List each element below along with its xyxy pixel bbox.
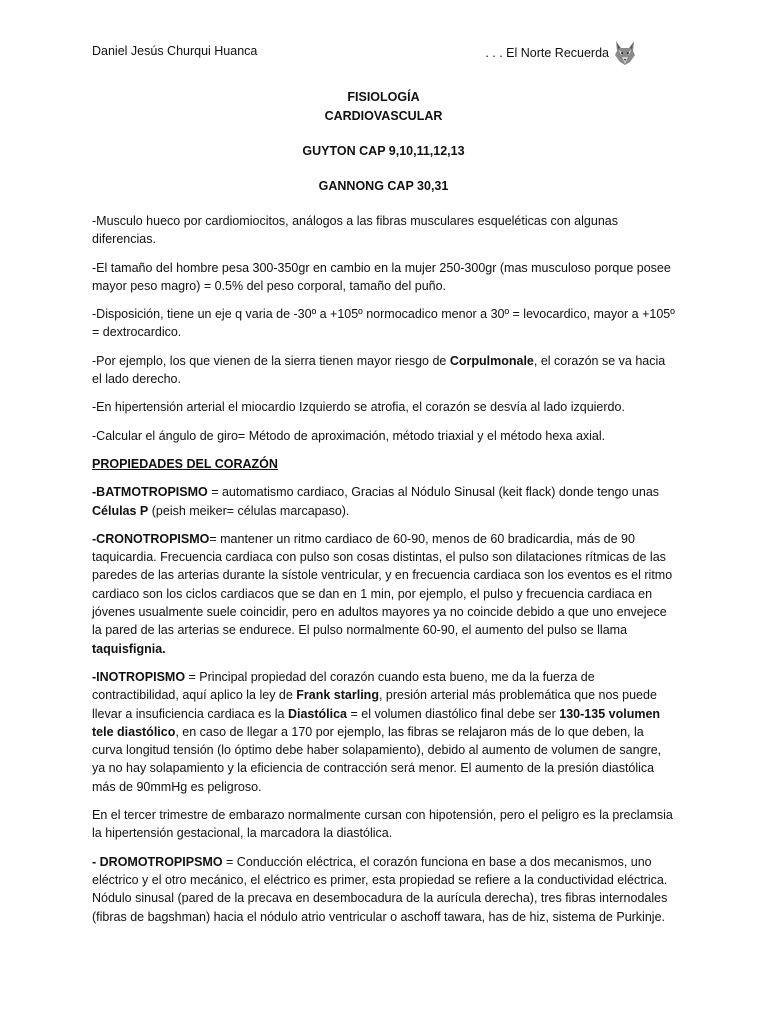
title-line-3: GUYTON CAP 9,10,11,12,13 — [302, 144, 465, 158]
motto-text: . . . El Norte Recuerda — [485, 46, 609, 60]
header-motto — [485, 40, 637, 66]
paragraph-hypertension: -En hipertensión arterial el miocardio Izquierdo se atrofia, el corazón se desvía al lado izquierdo. — [92, 400, 625, 415]
paragraph-inotropismo: -INOTROPISMO = Principal propiedad del corazón cuando esta bueno, me da la fuerza de contractibilidad, aquí aplico la ley de Frank starling, presión arterial más problemática que nos puede llevar a insuficiencia cardiaca es la Diastólica = el volumen diastólico final debe ser 130-135 volumen tele diastólico, en caso de llegar a 170 por ejemplo, las fibras se relajaron más de lo que deben, la curva longitud tensión (lo óptimo debe haber solapamiento), debido al aumento de volumen de sangre, ya no hay solapamiento y la eficiencia de contracción será menor. El aumento de la presión diastólica más de 90mmHg es peligroso. — [92, 669, 662, 794]
title-line-4: GANNONG CAP 30,31 — [318, 179, 449, 193]
paragraph-corpulmonale: -Por ejemplo, los que vienen de la sierra tienen mayor riesgo de Corpulmonale, el corazón se va hacia el lado derecho. — [92, 353, 666, 387]
paragraph-muscle: -Musculo hueco por cardiomiocitos, análogos a las fibras musculares esqueléticas con algunas diferencias. — [92, 214, 618, 247]
paragraph-dromotropismo: - DROMOTROPIPSMO = Conducción eléctrica, el corazón funciona en base a dos mecanismos, uno eléctrico y el otro mecánico, el eléctrico es primer, esta propiedad se refiere a la conductividad eléctrica. Nódulo sinusal (pared de la precava en desembocadura de la aurícula derecha), tres fibras internodales (fibras de bagshman) hacia el nódulo atrio ventricular o aschoff tawara, has de hiz, sistema de Purkinje. — [92, 854, 668, 924]
paragraph-angle: -Calcular el ángulo de giro= Método de aproximación, método triaxial y el método hexa axial. — [92, 428, 606, 443]
title-line-1: FISIOLOGÍA — [347, 90, 420, 104]
title-line-2: CARDIOVASCULAR — [324, 109, 443, 123]
section-heading-properties: PROPIEDADES DEL CORAZÓN — [92, 456, 278, 471]
wolf-icon — [613, 40, 637, 66]
author-name: Daniel Jesús Churqui Huanca — [92, 44, 258, 58]
paragraph-axis: -Disposición, tiene un eje q varia de -30º a +105º normocadico menor a 30º = levocardico, mayor a +105º = dextrocardico. — [92, 307, 675, 340]
document-title — [92, 88, 675, 196]
page-header — [92, 40, 637, 66]
paragraph-size: -El tamaño del hombre pesa 300-350gr en cambio en la mujer 250-300gr (mas musculoso porque posee mayor peso magro) = 0.5% del peso corporal, tamaño del puño. — [92, 260, 671, 293]
paragraph-cronotropismo: -CRONOTROPISMO= mantener un ritmo cardiaco de 60-90, menos de 60 bradicardia, más de 90 taquicardia. Frecuencia cardiaca con pulso son cosas distintas, el pulso son dilataciones rítmicas de las paredes de las arterias durante la sístole ventricular, y en frecuencia cardiaca son los eventos es el ritmo cardiaco son los ciclos cardiacos que se dan en 1 min, por ejemplo, el pulso y frecuencia cardiaca en jóvenes usualmente suele coincidir, pero en adultos mayores ya no coincide debido a que uno envejece la pared de las arterias se endurece. El pulso normalmente 60-90, el aumento del pulso se llama taquisfignia. — [92, 531, 673, 656]
document-body — [92, 212, 676, 936]
paragraph-embarazo: En el tercer trimestre de embarazo normalmente cursan con hipotensión, pero el peligro es la preclamsia la hipertensión gestacional, la marcadora la diastólica. — [92, 808, 673, 841]
paragraph-batmotropismo: -BATMOTROPISMO = automatismo cardiaco, Gracias al Nódulo Sinusal (keit flack) donde tengo unas Células P (peish meiker= células marcapaso). — [92, 485, 660, 518]
